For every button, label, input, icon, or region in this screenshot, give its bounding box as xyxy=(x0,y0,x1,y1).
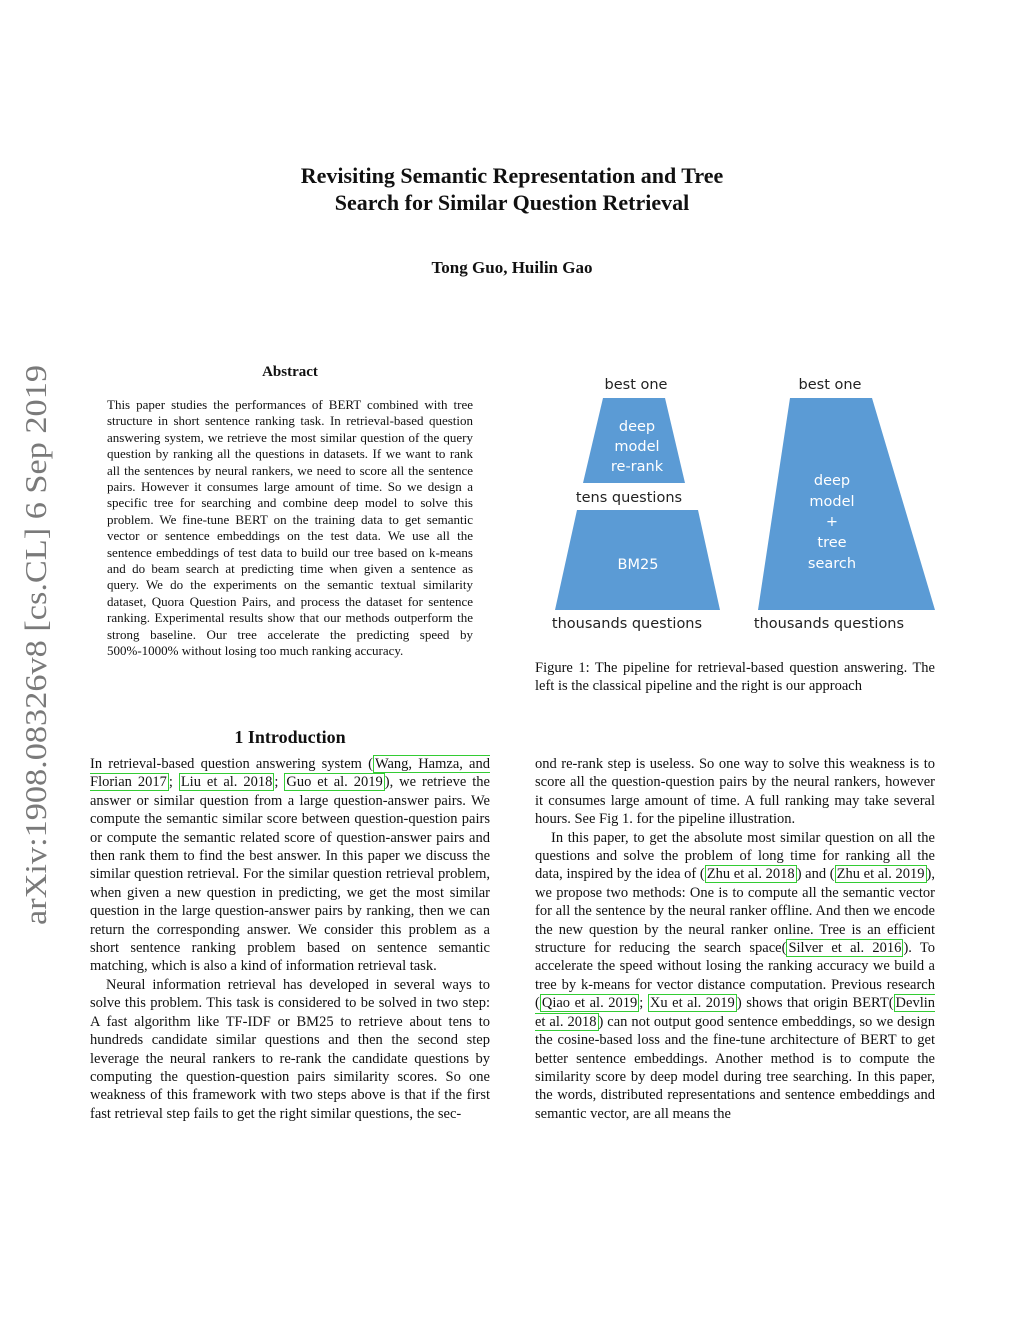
left-thousands-label: thousands questions xyxy=(551,616,703,632)
text: In retrieval-based question answering system ( xyxy=(90,756,373,772)
citation-silver[interactable]: Silver et al. 2016 xyxy=(788,940,902,957)
abstract-heading: Abstract xyxy=(262,364,318,380)
title-line-1: Revisiting Semantic Representation and Tree xyxy=(300,163,724,188)
right-body-line-2: model xyxy=(809,494,855,510)
paper-title xyxy=(212,162,812,216)
text: ). To accelerate the speed without losing the ranking accuracy we build a tree by k-means for vector distance computation. Previous research ( xyxy=(535,940,935,1012)
citation-zhu-2019[interactable]: Zhu et al. 2019 xyxy=(836,866,925,883)
intro-paragraph-2-cont xyxy=(535,755,935,829)
authors: Tong Guo, Huilin Gao xyxy=(431,258,593,277)
citation-liu[interactable]: Liu et al. 2018 xyxy=(180,774,273,791)
text: ) and ( xyxy=(796,866,835,883)
citation-wang[interactable]: Wang, Hamza, and Florian 2017 xyxy=(90,756,490,791)
text: In this paper, to get the absolute most similar question on all the questions and solve the problem of long time for ranking all the data, inspired by the idea of ( xyxy=(535,829,935,883)
arxiv-id: arXiv:1908.08326v8 [cs.CL] 6 Sep 2019 xyxy=(18,418,53,925)
left-best-one-label: best one xyxy=(604,377,668,393)
text: ; xyxy=(274,774,285,791)
title-line-2: Search for Similar Question Retrieval xyxy=(334,190,690,215)
text: ond re-rank step is useless. So one way to solve this weakness is to score all the question-question pairs by the neural rankers, however it consumes large amount of time. A full ranking may take several hours. See Fig 1. for the pipeline illustration. xyxy=(535,756,935,828)
text: ), we retrieve the answer or similar question from a large question-answer pairs. We compute the semantic similar score between question-question pairs or compute the semantic related score of question-answer pairs and then rank them to find the best answer. In this paper we discuss the similar question retrieval. For the similar question retrieval problem, when given a new question in predicting, we get the most similar question in the large question-answer pairs by ranking, then we can return the corresponding answer. We consider this problem as a short sentence ranking problem based on sentence semantic matching, which is also a kind of information retrieval task. xyxy=(90,774,490,975)
right-best-one-label: best one xyxy=(798,377,862,393)
intro-paragraph-2 xyxy=(90,976,490,1123)
abstract-body: This paper studies the performances of BERT combined with tree structure in short sentence ranking task. In retrieval-based question answering system, we retrieve the most similar question of the query question by ranking all the questions in datasets. If we want to rank all the sentences by neural rankers, we need to score all the sentence pairs. However it consumes large amount of time. So we design a specific tree for searching and combine deep model to solve this problem. We fine-tune BERT on the training data to get semantic vector or sentence embeddings on the test data. We use all the sentence embeddings of test data to build our tree based on k-means and do beam search at predicting time when given a sentence as query. We do the experiments on the semantic textual similarity dataset, Quora Question Pairs, and process the dataset for sentence ranking. Experimental results show that our methods outperform the strong baseline. Our tree accelerate the predicting speed by 500%-1000% without losing too much ranking accuracy. xyxy=(107,397,473,659)
citation-devlin[interactable]: Devlin et al. 2018 xyxy=(535,995,935,1030)
section-introduction-heading: 1 Introduction xyxy=(234,727,346,747)
text: ) shows that origin BERT( xyxy=(736,995,894,1012)
text: ) can not output good sentence embeddings, so we design the cosine-based loss and the fine-tune architecture of BERT to get better sentence embeddings. Another method is to compute the similarity score by deep model during tree searching. In this paper, the words, distributed representations and sentence embeddings and semantic vector, are all means the xyxy=(535,1013,935,1122)
text: Neural information retrieval has developed in several ways to solve this problem. This task is considered to be solved in two step: A fast algorithm like TF-IDF or BM25 to retrieve about tens to hundreds candidate similar questions and then the second step leverage the neural rankers to re-rank the candidate questions by computing the question-question pairs similarity scores. So one weakness of this framework with two steps above is that if the first fast retrieval step fails to get the right similar questions, the sec- xyxy=(90,976,490,1122)
citation-guo[interactable]: Guo et al. 2019 xyxy=(286,774,383,791)
right-body-line-5: search xyxy=(807,556,857,572)
text: ; xyxy=(639,995,648,1012)
right-thousands-label: thousands questions xyxy=(753,616,905,632)
citation-xu[interactable]: Xu et al. 2019 xyxy=(649,995,735,1012)
intro-paragraph-3 xyxy=(535,829,935,1124)
bm25-label: BM25 xyxy=(617,557,659,573)
figure-1 xyxy=(540,370,940,640)
left-upper-line-1: deep xyxy=(618,419,656,435)
intro-left-column xyxy=(90,755,490,1123)
left-upper-line-2: model xyxy=(614,439,660,455)
text: ), we propose two methods: One is to compute all the semantic vector for all the sentence by the neural ranker offline. And then we encode the new question by the neural ranker online. Tree is an efficient structure for reducing the search space( xyxy=(535,866,936,957)
citation-zhu-2018[interactable]: Zhu et al. 2018 xyxy=(706,866,795,883)
figure-1-caption: Figure 1: The pipeline for retrieval-based question answering. The left is the classical pipeline and the right is our approach xyxy=(535,660,935,695)
right-body-line-1: deep xyxy=(813,473,851,489)
citation-qiao[interactable]: Qiao et al. 2019 xyxy=(541,995,638,1012)
intro-paragraph-1 xyxy=(90,755,490,976)
arxiv-stamp xyxy=(10,360,60,930)
tens-questions-label: tens questions xyxy=(575,490,683,506)
intro-right-column xyxy=(535,755,935,1123)
left-upper-line-3: re-rank xyxy=(610,459,664,475)
right-body-line-4: tree xyxy=(817,535,847,551)
right-body-line-3: + xyxy=(825,514,839,530)
text: ; xyxy=(168,774,179,791)
